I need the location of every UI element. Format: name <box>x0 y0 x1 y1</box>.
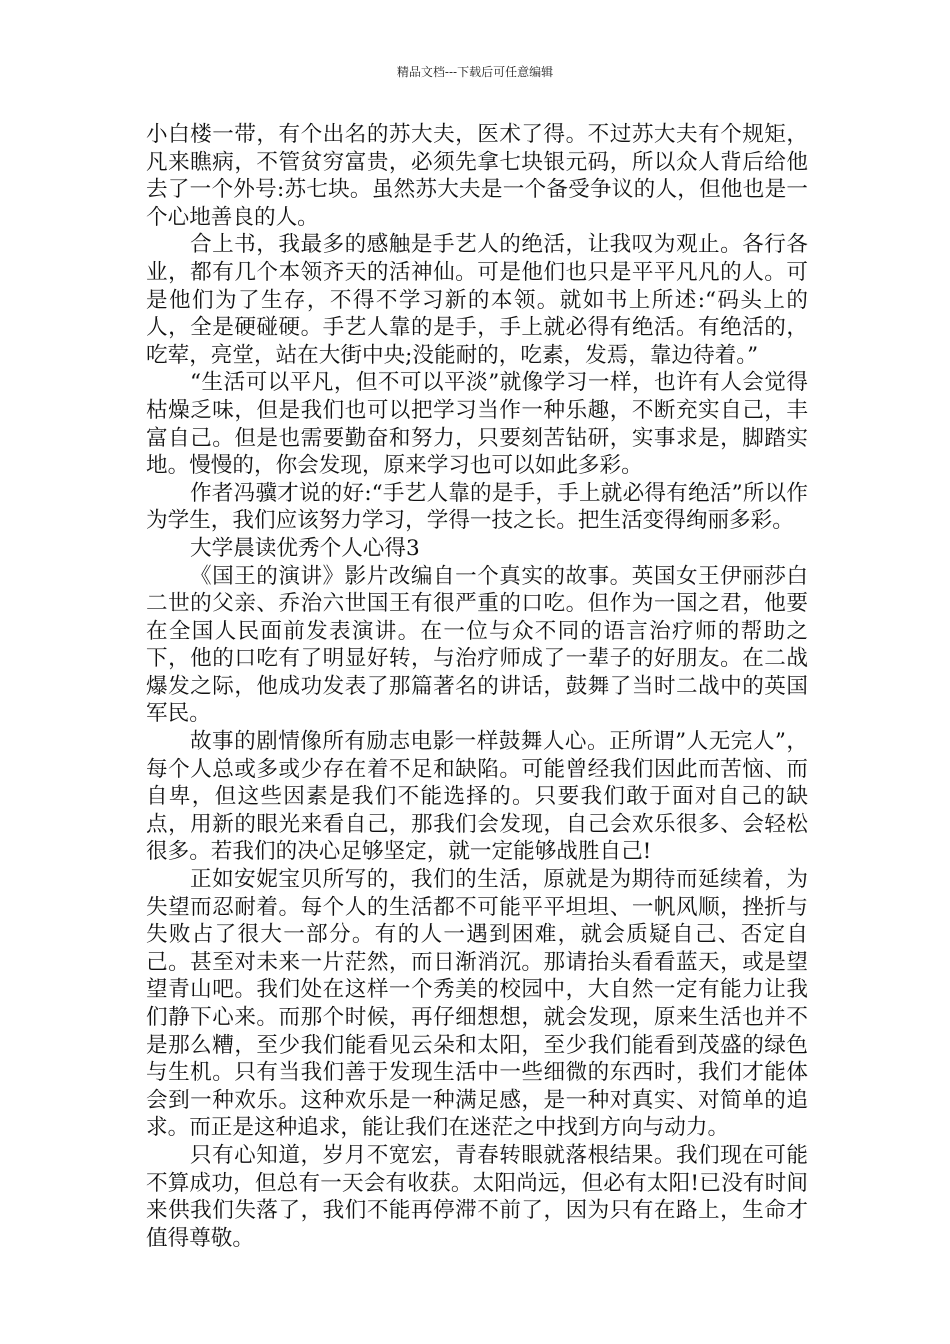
paragraph-8: 只有心知道，岁月不宽宏，青春转眼就落根结果。我们现在可能不算成功，但总有一天会有收获。太阳尚远，但必有太阳!已没有时间来供我们失落了，我们不能再停滞不前了，因为只有在路上，生命才值得尊敬。 <box>146 1142 808 1251</box>
page-header: 精品文档---下载后可任意编辑 <box>396 65 554 79</box>
paragraph-6: 故事的剧情像所有励志电影一样鼓舞人心。正所谓”人无完人”，每个人总或多或少存在着不足和缺陷。可能曾经我们因此而苦恼、而自卑，但这些因素是我们不能选择的。只要我们敢于面对自己的缺点，用新的眼光来看自己，那我们会发现，自己会欢乐很多、会轻松很多。若我们的决心足够坚定，就一定能够战胜自己! <box>146 729 808 865</box>
paragraph-1: 小白楼一带，有个出名的苏大夫，医术了得。不过苏大夫有个规矩，凡来瞧病，不管贫穷富贵，必须先拿七块银元码，所以众人背后给他去了一个外号:苏七块。虽然苏大夫是一个备受争议的人，但他也是一个心地善良的人。 <box>146 122 808 230</box>
paragraph-4: 作者冯骥才说的好:“手艺人靠的是手，手上就必得有绝活”所以作为学生，我们应该努力学习，学得一技之长。把生活变得绚丽多彩。 <box>146 480 808 534</box>
document-body <box>146 121 808 1252</box>
section-heading: 大学晨读优秀个人心得3 <box>190 535 420 561</box>
paragraph-5: 《国王的演讲》影片改编自一个真实的故事。英国女王伊丽莎白二世的父亲、乔治六世国王有很严重的口吃。但作为一国之君，他要在全国人民面前发表演讲。在一位与众不同的语言治疗师的帮助之下，他的口吃有了明显好转，与治疗师成了一辈子的好朋友。在二战爆发之际，他成功发表了那篇著名的讲话，鼓舞了当时二战中的英国军民。 <box>146 563 808 727</box>
paragraph-2: 合上书，我最多的感触是手艺人的绝活，让我叹为观止。各行各业，都有几个本领齐天的活神仙。可是他们也只是平平凡凡的人。可是他们为了生存，不得不学习新的本领。就如书上所述:“码头上的人，全是硬碰硬。手艺人靠的是手，手上就必得有绝活。有绝活的，吃荤，亮堂，站在大街中央;没能耐的，吃素，发焉，靠边待着。” <box>146 232 808 368</box>
paragraph-3: “生活可以平凡，但不可以平淡”就像学习一样，也许有人会觉得枯燥乏味，但是我们也可以把学习当作一种乐趣，不断充实自己，丰富自己。但是也需要勤奋和努力，只要刻苦钻研，实事求是，脚踏实地。慢慢的，你会发现，原来学习也可以如此多彩。 <box>146 370 808 479</box>
paragraph-7: 正如安妮宝贝所写的，我们的生活，原就是为期待而延续着，为失望而忍耐着。每个人的生活都不可能平平坦坦、一帆风顺，挫折与失败占了很大一部分。有的人一遇到困难，就会质疑自己、否定自己。甚至对未来一片茫然，而日渐消沉。那请抬头看看蓝天，或是望望青山吧。我们处在这样一个秀美的校园中，大自然一定有能力让我们静下心来。而那个时候，再仔细想想，就会发现，原来生活也并不是那么糟，至少我们能看见云朵和太阳，至少我们能看到茂盛的绿色与生机。只有当我们善于发现生活中一些细微的东西时，我们才能体会到一种欢乐。这种欢乐是一种满足感，是一种对真实、对简单的追求。而正是这种追求，能让我们在迷茫之中找到方向与动力。 <box>146 867 808 1141</box>
